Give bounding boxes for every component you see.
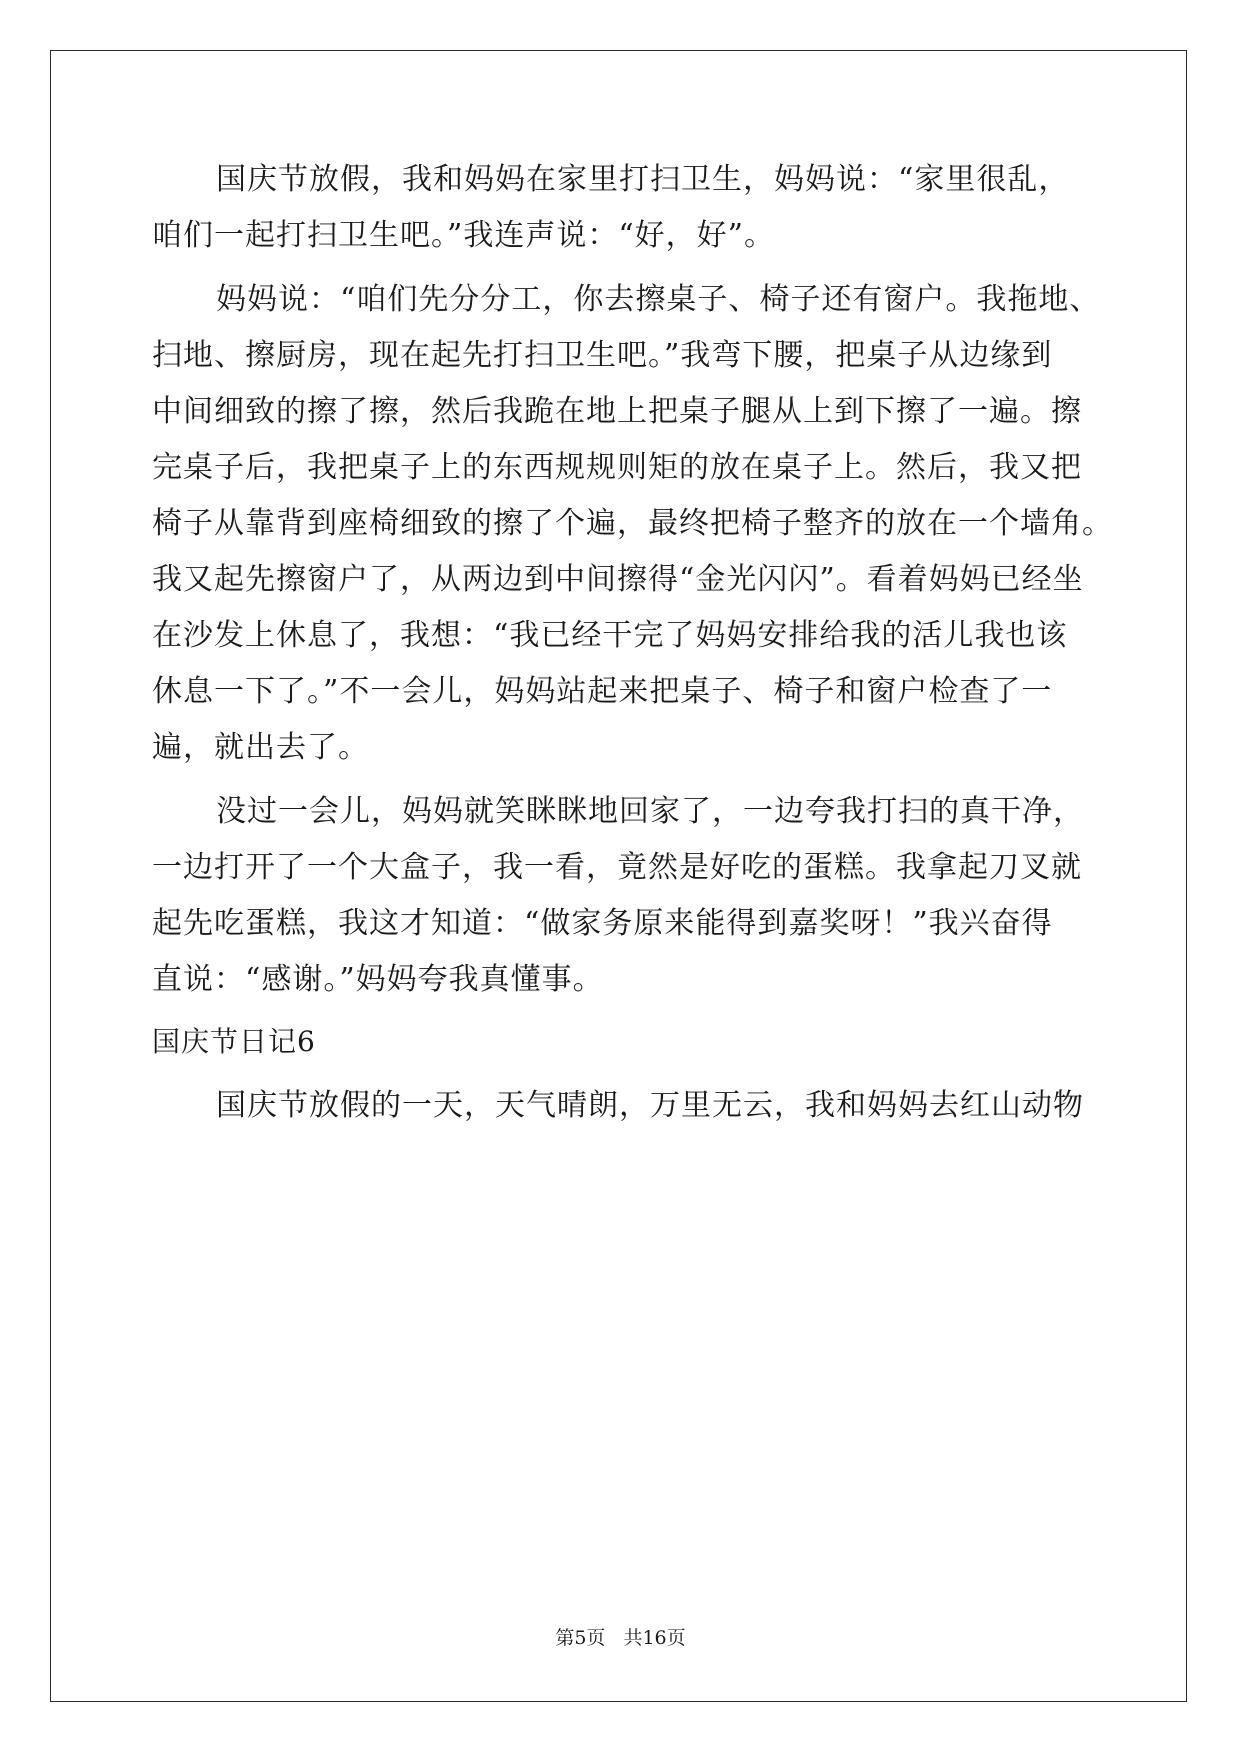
paragraph-line: 国庆节放假，我和妈妈在家里打扫卫生，妈妈说：“家里很乱， — [216, 162, 1070, 197]
paragraph-line: 在沙发上休息了，我想：“我已经干完了妈妈安排给我的活儿我也该 — [152, 618, 1068, 653]
paragraph-line: 直说：“感谢。”妈妈夸我真懂事。 — [152, 962, 604, 997]
paragraph-line: 国庆节放假的一天，天气晴朗，万里无云，我和妈妈去红山动物 — [216, 1088, 1084, 1123]
paragraph-line: 没过一会儿，妈妈就笑眯眯地回家了，一边夸我打扫的真干净， — [216, 794, 1084, 829]
paragraph-line: 一边打开了一个大盒子，我一看，竟然是好吃的蛋糕。我拿起刀叉就 — [152, 850, 1082, 885]
page-number: 第5页 — [555, 1627, 606, 1649]
paragraph-line: 我又起先擦窗户了，从两边到中间擦得“金光闪闪”。看着妈妈已经坐 — [152, 562, 1084, 597]
paragraph-line: 完桌子后，我把桌子上的东西规规则矩的放在桌子上。然后，我又把 — [152, 450, 1082, 485]
section-heading: 国庆节日记6 — [152, 1025, 316, 1058]
page-total: 共16页 — [623, 1627, 686, 1649]
paragraph-line: 咱们一起打扫卫生吧。”我连声说：“好，好”。 — [152, 218, 776, 253]
paragraph-line: 休息一下了。”不一会儿，妈妈站起来把桌子、椅子和窗户检查了一 — [152, 674, 1053, 709]
paragraph-line: 扫地、擦厨房，现在起先打扫卫生吧。”我弯下腰，把桌子从边缘到 — [152, 338, 1053, 373]
paragraph-line: 起先吃蛋糕，我这才知道：“做家务原来能得到嘉奖呀！”我兴奋得 — [152, 906, 1053, 941]
paragraph-line: 遍，就出去了。 — [152, 730, 369, 765]
paragraph-line: 椅子从靠背到座椅细致的擦了个遍，最终把椅子整齐的放在一个墙角。 — [152, 506, 1113, 541]
paragraph-line: 妈妈说：“咱们先分分工，你去擦桌子、椅子还有窗户。我拖地、 — [216, 282, 1101, 317]
paragraph-line: 中间细致的擦了擦，然后我跪在地上把桌子腿从上到下擦了一遍。擦 — [152, 394, 1082, 429]
page-footer — [0, 1626, 1241, 1650]
